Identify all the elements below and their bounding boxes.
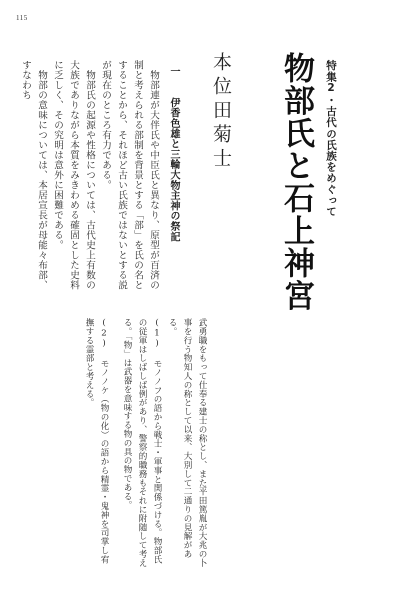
body-text <box>17 60 161 292</box>
body-paragraph-3: 物部の意味については、本居宣長が母能々布部、すなわち <box>20 60 47 290</box>
note-text-1: モノノフの語から戦士・軍事と関係づける。物部氏の従軍はしばしば例があり、警察的職務もそれに附随して考える。「物」は武器を意味する物の具の物である。 <box>122 318 162 568</box>
section-title: 伊香色雄と三輪大物主神の祭記 <box>168 97 179 242</box>
note-text-2: モノノケ（物の化）の語から精霊・鬼神を司掌し宥撫する霊部と考える。 <box>84 318 109 564</box>
notes-text <box>73 318 209 570</box>
series-label: 特集2・古代の氏族をめぐって <box>325 60 337 217</box>
notes-continuation: 武勇職をもって仕奉る建士の称とし、また平田篤胤が大兆の卜事を行う物知人の称として以来、大別して二通りの見解がある。 <box>167 318 207 568</box>
body-paragraph-2: 物部氏の起源や性格については、古代史上有数の大族でありながら本質をみきわめる確固とした史料に乏しく、その究明は意外に困難である。 <box>52 60 95 290</box>
note-number-1: (1) <box>152 318 162 349</box>
note-item-1 <box>119 318 164 570</box>
note-item-2 <box>81 318 111 570</box>
body-paragraph-1: 物部連が大伴氏や中臣氏と異なり、原型が百済の制と考えられる部制を背景とする「部」を氏の名とすることから、それほど古い氏族ではないとする説が現在のところ有力である。 <box>100 60 159 290</box>
section-heading <box>166 66 181 242</box>
article-title: 物部氏と石上神宮 <box>278 52 314 312</box>
page-number: 115 <box>16 14 28 22</box>
section-number: 一 <box>168 66 179 77</box>
note-number-2: (2) <box>99 318 109 349</box>
author-name: 本位田菊士 <box>210 52 232 172</box>
